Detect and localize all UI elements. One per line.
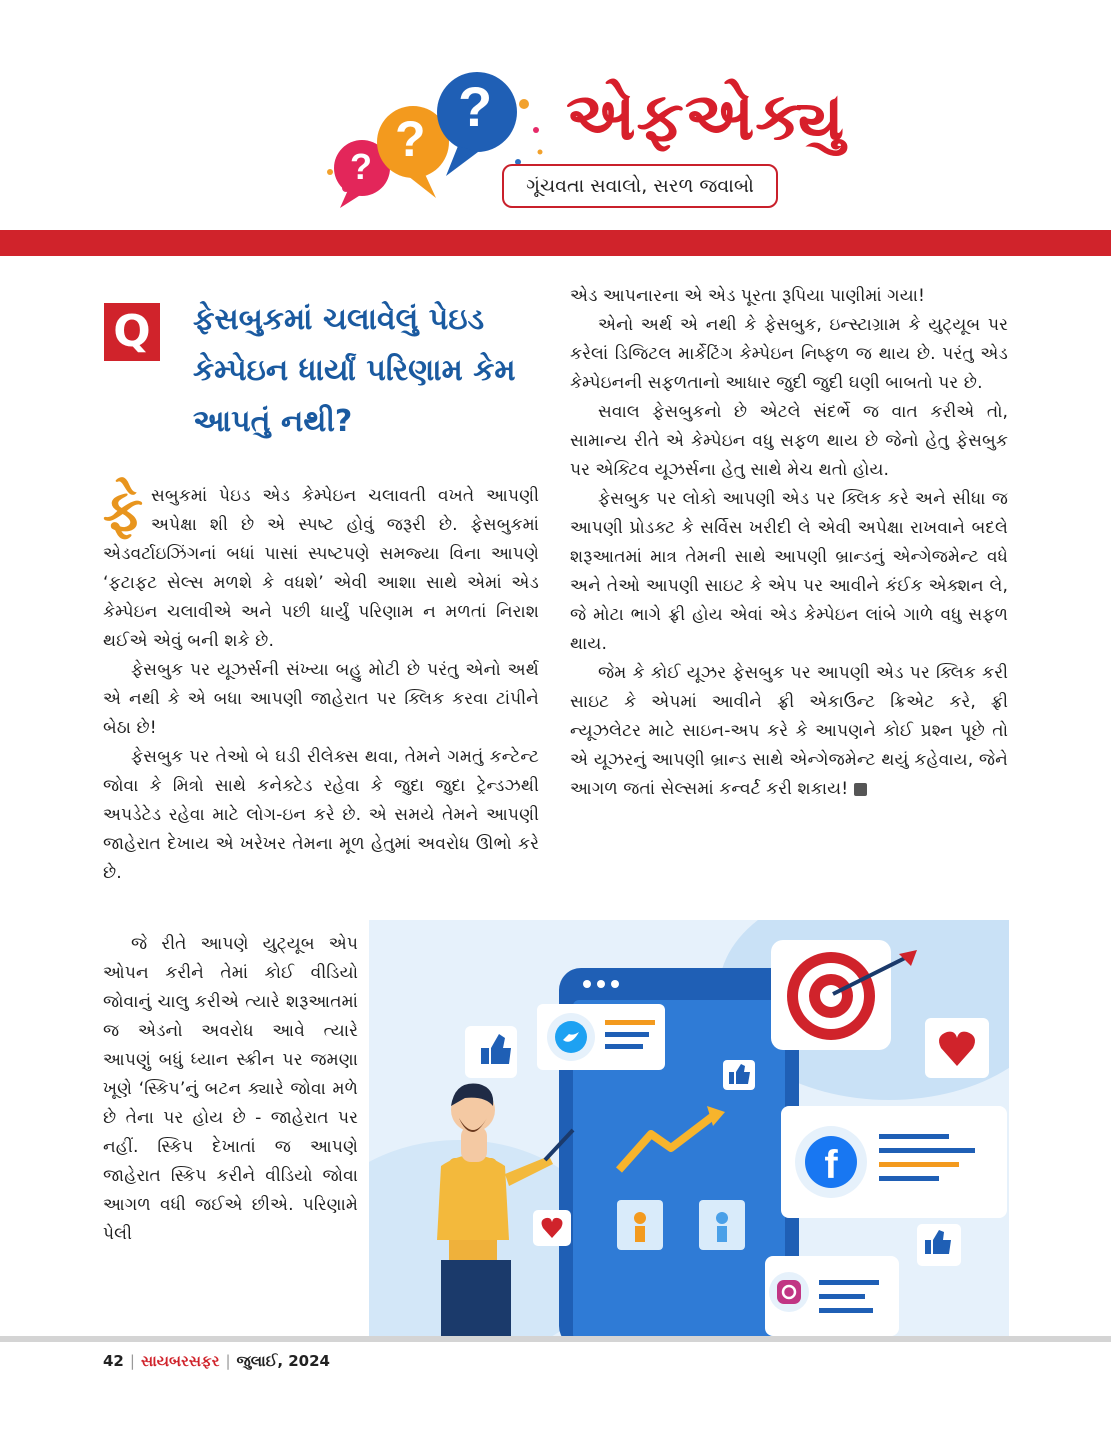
article-end-icon [854, 783, 867, 796]
facebook-letter: f [824, 1143, 838, 1187]
digital-marketing-illustration [369, 920, 1009, 1336]
page-footer: 42 | સાયબરસફર | જુલાઈ, 2024 [103, 1352, 330, 1370]
paragraph: સવાલ ફેસબુકનો છે એટલે સંદર્ભે જ વાત કરીએ તો, સામાન્ય રીતે એ કેમ્પેઇન વધુ સફળ થાય છે જેનો હેતુ ફેસબુક પર એક્ટિવ યૂઝર્સના હેતુ સાથે મેચ થતો હોય. [570, 402, 1008, 480]
article-right-column [570, 282, 1008, 804]
section-title: એફએક્યુ [566, 78, 846, 155]
paragraph-text: સબુકમાં પેઇડ એડ કેમ્પેઇન ચલાવતી વખતે આપણી અપેક્ષા શી છે એ સ્પષ્ટ હોવું જરૂરી છે. ફેસબુકમાં એડવર્ટાઇઝિંગનાં બધાં પાસાં સ્પષ્ટપણે સમજ્યા વિના આપણે ‘ફટાફટ સેલ્સ મળશે કે વધશે’ એવી આશા સાથે એમાં એડ કેમ્પેઇન ચલાવીએ અને પછી ધાર્યું પરિણામ ન મળતાં નિરાશ થઈએ એવું બની શકે છે. [103, 486, 539, 651]
page-number: 42 [103, 1352, 124, 1370]
paragraph: એડ આપનારના એ એડ પૂરતા રૂપિયા પાણીમાં ગયા! [570, 286, 925, 306]
paragraph: ફેસબુક પર તેઓ બે ઘડી રીલેક્સ થવા, તેમને ગમતું કન્ટેન્ટ જોવા કે મિત્રો સાથે કનેક્ટેડ રહેવા કે જુદા જુદા ટ્રેન્ડઝથી અપડેટેડ રહેવા માટે લોગ-ઇન કરે છે. એ સમયે તેમને આપણી જાહેરાત દેખાય એ ખરેખર તેમના મૂળ હેતુમાં અવરોધ ઊભો કરે છે. [103, 747, 539, 883]
question-heading: ફેસબુકમાં ચલાવેલું પેઇડ કેમ્પેઇન ધાર્યાં પરિણામ કેમ આપતું નથી? [193, 302, 516, 439]
paragraph [570, 659, 1008, 804]
footer-rule [0, 1336, 1111, 1342]
paragraph-text: જેમ કે કોઈ યૂઝર ફેસબુક પર આપણી એડ પર ક્લિક કરી સાઇટ કે એપમાં આવીને ફ્રી એકાઉન્ટ ક્રિએટ કરે, ફ્રી ન્યૂઝલેટર માટે સાઇન-અપ કરે કે આપણને કોઈ પ્રશ્ન પૂછે તો એ યૂઝરનું આપણી બ્રાન્ડ સાથે એન્ગેજમેન્ટ થયું કહેવાય, જેને આગળ જતાં સેલ્સમાં કન્વર્ટ કરી શકાય! [570, 663, 1008, 799]
paragraph: જે રીતે આપણે યુટ્યૂબ એપ ઓપન કરીને તેમાં કોઈ વીડિયો જોવાનું ચાલુ કરીએ ત્યારે શરૂઆતમાં જ એડનો અવરોધ આવે ત્યારે આપણું બધું ધ્યાન સ્ક્રીન પર જમણા ખૂણે ‘સ્કિપ’નું બટન ક્યારે જોવા મળે છે તેના પર હોય છે - જાહેરાત પર નહીં. સ્કિપ દેખાતાં જ આપણે જાહેરાત સ્કિપ કરીને વીડિયો જોવા આગળ વધી જઈએ છીએ. પરિણામે પેલી [103, 934, 358, 1244]
paragraph: ફેસબુક પર યૂઝર્સની સંખ્યા બહુ મોટી છે પરંતુ એનો અર્થ એ નથી કે એ બધા આપણી જાહેરાત પર ક્લિક કરવા ટાંપીને બેઠા છે! [103, 660, 539, 738]
header-divider-band [0, 230, 1111, 256]
article-left-column [103, 478, 539, 888]
bubble-question-mark: ? [395, 111, 426, 167]
section-subtitle: ગૂંચવતા સવાલો, સરળ જવાબો [502, 164, 778, 208]
bubble-question-mark: ? [350, 146, 372, 187]
paragraph: ફેસબુક પર લોકો આપણી એડ પર ક્લિક કરે અને સીધા જ આપણી પ્રોડક્ટ કે સર્વિસ ખરીદી લે એવી અપેક્ષા રાખવાને બદલે શરૂઆતમાં માત્ર તેમની સાથે આપણી બ્રાન્ડનું એન્ગેજમેન્ટ વધે અને તેઓ આપણી સાઇટ કે એપ પર આવીને કંઈક એક્શન લે, જે મોટા ભાગે ફ્રી હોય એવાં એડ કેમ્પેઇન લાંબે ગાળે વધુ સફળ થાય. [570, 489, 1008, 654]
question-badge: Q [104, 303, 160, 361]
paragraph [103, 478, 539, 656]
drop-cap: ફે [103, 478, 143, 543]
article-left-narrow-column [103, 930, 358, 1249]
paragraph: એનો અર્થ એ નથી કે ફેસબુક, ઇન્સ્ટાગ્રામ કે યુટ્યૂબ પર કરેલાં ડિજિટલ માર્કેટિંગ કેમ્પેઇન નિષ્ફળ જ થાય છે. પરંતુ એડ કેમ્પેઇનની સફળતાનો આધાર જુદી જુદી ઘણી બાબતો પર છે. [570, 315, 1008, 393]
magazine-name: સાયબરસફર [140, 1352, 220, 1370]
issue-date: જુલાઈ, 2024 [236, 1352, 330, 1370]
bubble-question-mark: ? [458, 75, 493, 138]
